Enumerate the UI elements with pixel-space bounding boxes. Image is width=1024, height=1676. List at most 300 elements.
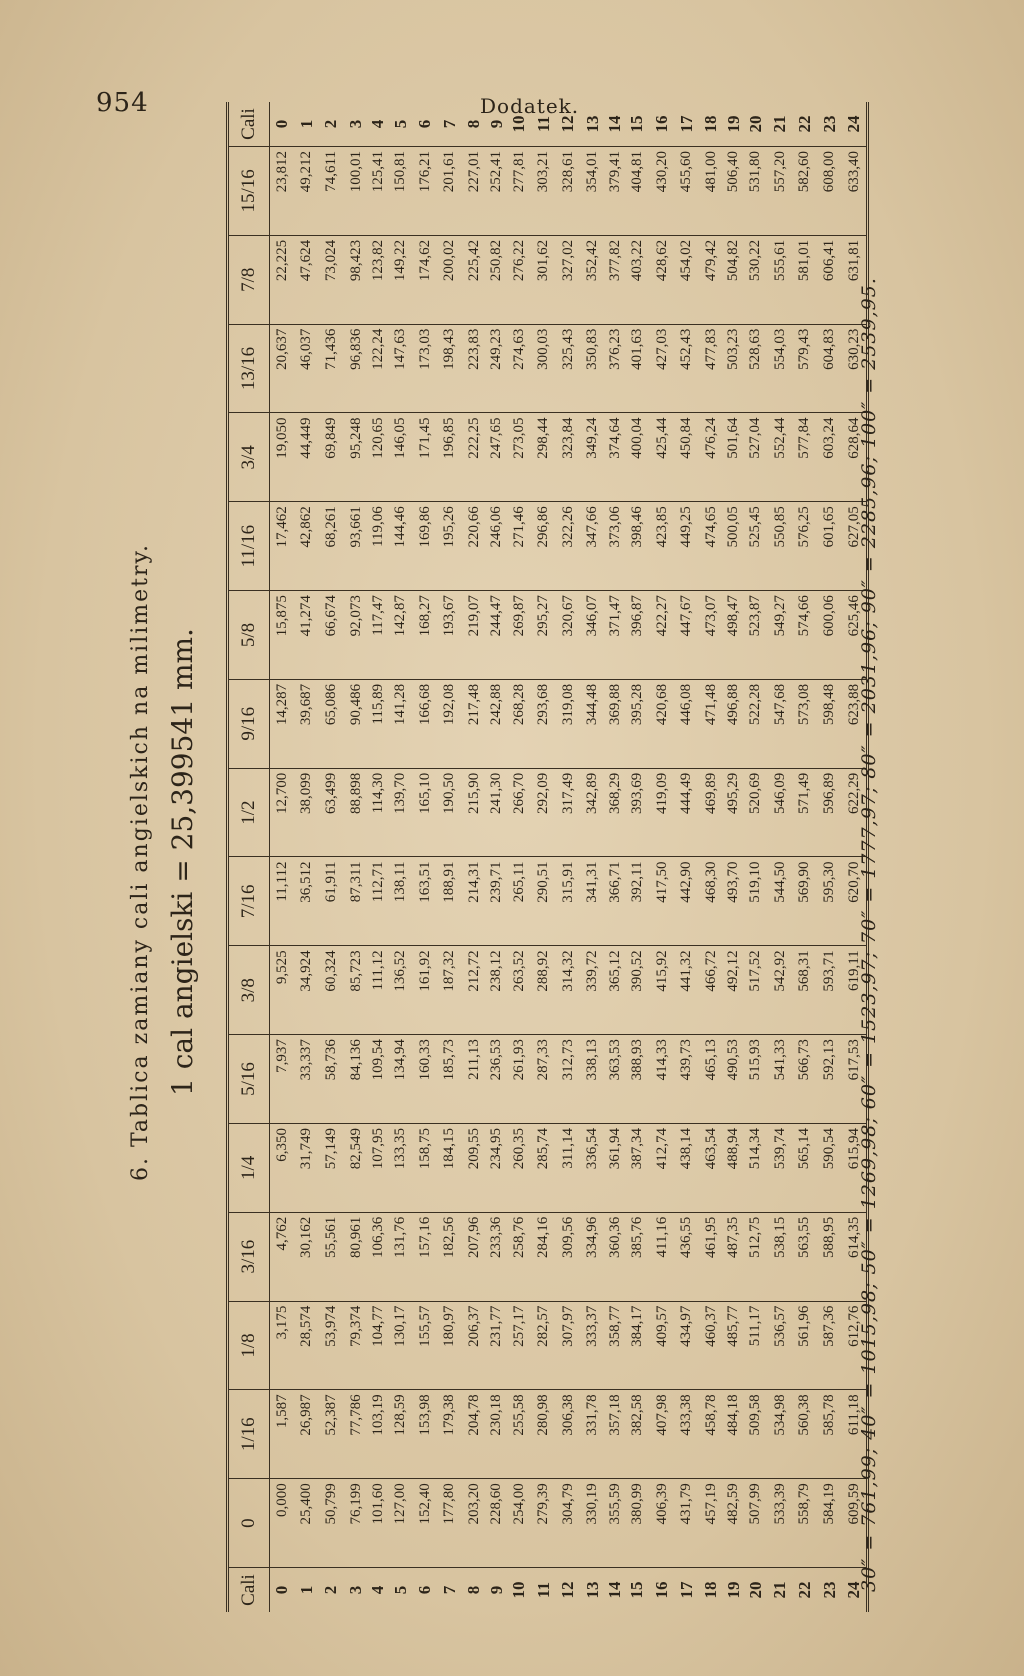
- row-inch-label: 5: [390, 1585, 410, 1595]
- table-cell: 425,44: [650, 413, 675, 502]
- table-cell: 65,086: [319, 679, 344, 768]
- table-cell: 180,97: [438, 1301, 463, 1390]
- table-cell: 423,85: [650, 502, 675, 591]
- table-cell: 238,12: [487, 946, 507, 1035]
- table-cell: 225,42: [462, 235, 487, 324]
- table-cell: 19,050: [270, 413, 295, 502]
- table-cell: 615,94: [842, 1123, 868, 1212]
- table-cell: 38,099: [295, 768, 320, 857]
- table-cell: 58,736: [319, 1035, 344, 1124]
- table-cell: 520,69: [744, 768, 769, 857]
- table-cell: 244,47: [487, 591, 507, 680]
- table-cell: 541,33: [768, 1035, 793, 1124]
- table-cell: 169,86: [413, 502, 438, 591]
- table-cell: 34,924: [295, 946, 320, 1035]
- table-cell: 153,98: [413, 1390, 438, 1479]
- table-cell: 514,34: [744, 1123, 769, 1212]
- table-cell: 207,96: [462, 1212, 487, 1301]
- table-cell: 12,700: [270, 768, 295, 857]
- table-cell: 419,09: [650, 768, 675, 857]
- table-cell: 250,82: [487, 235, 507, 324]
- table-cell: 495,29: [724, 768, 744, 857]
- row-inch-label: 11: [533, 1581, 553, 1599]
- table-cell: 295,27: [531, 591, 556, 680]
- table-cell: 365,12: [605, 946, 625, 1035]
- table-cell: 84,136: [344, 1035, 369, 1124]
- table-cell: 371,47: [605, 591, 625, 680]
- table-cell: 454,02: [674, 235, 699, 324]
- table-cell: 177,80: [438, 1479, 463, 1568]
- table-cell: 398,46: [625, 502, 650, 591]
- table-cell: 361,94: [605, 1123, 625, 1212]
- row-inch-label: 4: [368, 102, 388, 147]
- table-row: [368, 102, 388, 1612]
- table-cell: 336,54: [581, 1123, 606, 1212]
- table-cell: 560,38: [793, 1390, 818, 1479]
- header-cali: Cali: [228, 1568, 270, 1613]
- row-inch-label: 9: [487, 102, 507, 147]
- table-cell: 160,33: [413, 1035, 438, 1124]
- table-cell: 554,03: [768, 324, 793, 413]
- table-cell: 593,71: [817, 946, 842, 1035]
- table-cell: 212,72: [462, 946, 487, 1035]
- table-cell: 96,836: [344, 324, 369, 413]
- table-cell: 339,72: [581, 946, 606, 1035]
- header-fraction: 3/4: [228, 413, 270, 502]
- table-cell: 242,88: [487, 679, 507, 768]
- table-cell: 601,65: [817, 502, 842, 591]
- table-body: [270, 102, 868, 1612]
- table-cell: 93,661: [344, 502, 369, 591]
- table-cell: 174,62: [413, 235, 438, 324]
- table-cell: 511,17: [744, 1301, 769, 1390]
- table-cell: 204,78: [462, 1390, 487, 1479]
- table-row: [270, 102, 295, 1612]
- table-cell: 263,52: [507, 946, 532, 1035]
- table-cell: 22,225: [270, 235, 295, 324]
- table-cell: 539,74: [768, 1123, 793, 1212]
- table-cell: 482,59: [724, 1479, 744, 1568]
- table-cell: 611,18: [842, 1390, 868, 1479]
- table-cell: 576,25: [793, 502, 818, 591]
- table-cell: 73,024: [319, 235, 344, 324]
- table-cell: 80,961: [344, 1212, 369, 1301]
- row-inch-label: 24: [842, 1568, 868, 1613]
- table-cell: 25,400: [295, 1479, 320, 1568]
- table-cell: 92,073: [344, 591, 369, 680]
- table-cell: 442,90: [674, 857, 699, 946]
- table-cell: 577,84: [793, 413, 818, 502]
- table-cell: 163,51: [413, 857, 438, 946]
- table-cell: 387,34: [625, 1123, 650, 1212]
- table-cell: 122,24: [368, 324, 388, 413]
- table-cell: 276,22: [507, 235, 532, 324]
- table-cell: 600,06: [817, 591, 842, 680]
- table-cell: 195,26: [438, 502, 463, 591]
- table-cell: 569,90: [793, 857, 818, 946]
- table-cell: 550,85: [768, 502, 793, 591]
- table-cell: 112,71: [368, 857, 388, 946]
- table-cell: 373,06: [605, 502, 625, 591]
- row-inch-label: 2: [319, 102, 344, 147]
- table-cell: 595,30: [817, 857, 842, 946]
- table-cell: 303,21: [531, 147, 556, 236]
- table-cell: 509,58: [744, 1390, 769, 1479]
- table-cell: 561,96: [793, 1301, 818, 1390]
- table-cell: 460,37: [699, 1301, 724, 1390]
- table-cell: 53,974: [319, 1301, 344, 1390]
- table-cell: 66,674: [319, 591, 344, 680]
- table-cell: 47,624: [295, 235, 320, 324]
- row-inch-label: 16: [652, 1581, 672, 1599]
- row-inch-label: 4: [368, 1585, 388, 1595]
- table-cell: 485,77: [724, 1301, 744, 1390]
- table-cell: 265,11: [507, 857, 532, 946]
- table-cell: 582,60: [793, 147, 818, 236]
- header-fraction: 15/16: [228, 147, 270, 236]
- row-inch-label: 8: [464, 1585, 484, 1595]
- table-cell: 431,79: [674, 1479, 699, 1568]
- row-inch-label: 10: [509, 1581, 529, 1599]
- table-cell: 331,78: [581, 1390, 606, 1479]
- table-cell: 0,000: [270, 1479, 295, 1568]
- table-row: [487, 102, 507, 1612]
- table-row: [388, 102, 413, 1612]
- row-inch-label: 0: [272, 1585, 292, 1595]
- table-cell: 223,83: [462, 324, 487, 413]
- table-cell: 473,07: [699, 591, 724, 680]
- table-cell: 368,29: [605, 768, 625, 857]
- row-inch-label: 16: [650, 102, 675, 147]
- table-cell: 219,07: [462, 591, 487, 680]
- table-cell: 127,00: [388, 1479, 413, 1568]
- table-cell: 293,68: [531, 679, 556, 768]
- table-cell: 269,87: [507, 591, 532, 680]
- table-cell: 474,65: [699, 502, 724, 591]
- table-cell: 23,812: [270, 147, 295, 236]
- table-cell: 438,14: [674, 1123, 699, 1212]
- row-inch-label: 14: [605, 1581, 625, 1599]
- table-cell: 52,387: [319, 1390, 344, 1479]
- table-cell: 481,00: [699, 147, 724, 236]
- row-inch-label: 13: [582, 1581, 602, 1599]
- table-cell: 355,59: [605, 1479, 625, 1568]
- row-inch-label: 14: [605, 102, 625, 147]
- row-inch-label: 15: [627, 1581, 647, 1599]
- table-cell: 247,65: [487, 413, 507, 502]
- table-cell: 171,45: [413, 413, 438, 502]
- table-cell: 136,52: [388, 946, 413, 1035]
- table-cell: 604,83: [817, 324, 842, 413]
- table-cell: 203,20: [462, 1479, 487, 1568]
- row-inch-label: 20: [745, 1581, 765, 1599]
- table-cell: 449,25: [674, 502, 699, 591]
- table-cell: 500,05: [724, 502, 744, 591]
- table-cell: 463,54: [699, 1123, 724, 1212]
- header-fraction: 11/16: [228, 502, 270, 591]
- row-inch-label: 10: [507, 102, 532, 147]
- table-cell: 344,48: [581, 679, 606, 768]
- table-cell: 36,512: [295, 857, 320, 946]
- header-fraction: 5/8: [228, 591, 270, 680]
- table-cell: 417,50: [650, 857, 675, 946]
- table-cell: 68,261: [319, 502, 344, 591]
- table-cell: 469,89: [699, 768, 724, 857]
- table-cell: 311,14: [556, 1123, 581, 1212]
- table-cell: 306,38: [556, 1390, 581, 1479]
- table-cell: 304,79: [556, 1479, 581, 1568]
- table-cell: 622,29: [842, 768, 868, 857]
- header-fraction: 3/16: [228, 1212, 270, 1301]
- row-inch-label: 8: [462, 102, 487, 147]
- table-cell: 487,35: [724, 1212, 744, 1301]
- row-inch-label: 20: [744, 102, 769, 147]
- table-cell: 88,898: [344, 768, 369, 857]
- table-cell: 296,86: [531, 502, 556, 591]
- table-cell: 412,74: [650, 1123, 675, 1212]
- table-cell: 341,31: [581, 857, 606, 946]
- table-cell: 388,93: [625, 1035, 650, 1124]
- row-inch-label: 2: [321, 1585, 341, 1595]
- table-cell: 198,43: [438, 324, 463, 413]
- table-cell: 590,54: [817, 1123, 842, 1212]
- table-cell: 149,22: [388, 235, 413, 324]
- row-inch-label: 13: [581, 102, 606, 147]
- table-cell: 444,49: [674, 768, 699, 857]
- table-cell: 166,68: [413, 679, 438, 768]
- table-cell: 168,27: [413, 591, 438, 680]
- footnote-larger-values: 30″ = 761,99; 40″ = 1015,98; 50″ = 1269,98; 60″ = 1523,97; 70″ = 1777,97; 80″ = 2031,96; 90″ = 2285,96; 100″ = 2539,95.: [858, 277, 880, 1592]
- table-cell: 404,81: [625, 147, 650, 236]
- table-cell: 581,01: [793, 235, 818, 324]
- table-cell: 547,68: [768, 679, 793, 768]
- table-cell: 441,32: [674, 946, 699, 1035]
- table-row: [817, 102, 842, 1612]
- table-row: [319, 102, 344, 1612]
- table-cell: 619,11: [842, 946, 868, 1035]
- row-inch-label: 3: [344, 102, 369, 147]
- table-row: [768, 102, 793, 1612]
- table-cell: 620,70: [842, 857, 868, 946]
- table-row: [507, 102, 532, 1612]
- table-cell: 461,95: [699, 1212, 724, 1301]
- table-cell: 533,39: [768, 1479, 793, 1568]
- table-cell: 60,324: [319, 946, 344, 1035]
- table-cell: 230,18: [487, 1390, 507, 1479]
- table-cell: 222,25: [462, 413, 487, 502]
- table-cell: 87,311: [344, 857, 369, 946]
- table-cell: 231,77: [487, 1301, 507, 1390]
- table-cell: 325,43: [556, 324, 581, 413]
- table-cell: 314,32: [556, 946, 581, 1035]
- table-cell: 396,87: [625, 591, 650, 680]
- table-cell: 173,03: [413, 324, 438, 413]
- table-cell: 587,36: [817, 1301, 842, 1390]
- table-cell: 428,62: [650, 235, 675, 324]
- table-row: [625, 102, 650, 1612]
- table-cell: 496,88: [724, 679, 744, 768]
- table-cell: 312,73: [556, 1035, 581, 1124]
- table-cell: 327,02: [556, 235, 581, 324]
- table-cell: 82,549: [344, 1123, 369, 1212]
- table-cell: 233,36: [487, 1212, 507, 1301]
- row-inch-label: 0: [270, 102, 295, 147]
- table-cell: 9,525: [270, 946, 295, 1035]
- table-cell: 552,44: [768, 413, 793, 502]
- table-cell: 138,11: [388, 857, 413, 946]
- table-cell: 188,91: [438, 857, 463, 946]
- table-cell: 260,35: [507, 1123, 532, 1212]
- table-row: [438, 102, 463, 1612]
- table-cell: 57,149: [319, 1123, 344, 1212]
- table-row: [699, 102, 724, 1612]
- table-cell: 69,849: [319, 413, 344, 502]
- table-cell: 274,63: [507, 324, 532, 413]
- table-cell: 350,83: [581, 324, 606, 413]
- header-cali: Cali: [228, 102, 270, 147]
- table-cell: 279,39: [531, 1479, 556, 1568]
- table-cell: 77,786: [344, 1390, 369, 1479]
- table-cell: 307,97: [556, 1301, 581, 1390]
- table-cell: 41,274: [295, 591, 320, 680]
- section-title: 6. Tablica zamiany cali angielskich na milimetry.: [128, 542, 153, 1182]
- table-cell: 201,61: [438, 147, 463, 236]
- table-cell: 538,15: [768, 1212, 793, 1301]
- header-fraction: 0: [228, 1479, 270, 1568]
- table-cell: 568,31: [793, 946, 818, 1035]
- table-cell: 15,875: [270, 591, 295, 680]
- table-cell: 157,16: [413, 1212, 438, 1301]
- row-inch-label: 19: [724, 102, 744, 147]
- table-cell: 261,93: [507, 1035, 532, 1124]
- table-cell: 155,57: [413, 1301, 438, 1390]
- table-row: [744, 102, 769, 1612]
- table-cell: 184,15: [438, 1123, 463, 1212]
- table-cell: 566,73: [793, 1035, 818, 1124]
- table-cell: 415,92: [650, 946, 675, 1035]
- table-cell: 498,47: [724, 591, 744, 680]
- table-cell: 633,40: [842, 147, 868, 236]
- header-fraction: 1/8: [228, 1301, 270, 1390]
- table-cell: 452,43: [674, 324, 699, 413]
- table-cell: 90,486: [344, 679, 369, 768]
- table-cell: 179,38: [438, 1390, 463, 1479]
- table-cell: 382,58: [625, 1390, 650, 1479]
- table-cell: 254,00: [507, 1479, 532, 1568]
- table-cell: 608,00: [817, 147, 842, 236]
- table-cell: 317,49: [556, 768, 581, 857]
- row-inch-label: 9: [486, 1585, 506, 1595]
- table-cell: 446,08: [674, 679, 699, 768]
- table-cell: 439,73: [674, 1035, 699, 1124]
- table-row: [344, 102, 369, 1612]
- table-cell: 523,87: [744, 591, 769, 680]
- table-cell: 407,98: [650, 1390, 675, 1479]
- table-cell: 249,23: [487, 324, 507, 413]
- table-cell: 266,70: [507, 768, 532, 857]
- table-cell: 544,50: [768, 857, 793, 946]
- table-cell: 290,51: [531, 857, 556, 946]
- table-cell: 406,39: [650, 1479, 675, 1568]
- table-cell: 74,611: [319, 147, 344, 236]
- table-cell: 374,64: [605, 413, 625, 502]
- table-cell: 228,60: [487, 1479, 507, 1568]
- row-inch-label: 1: [296, 1585, 316, 1595]
- table-cell: 531,80: [744, 147, 769, 236]
- table-cell: 330,19: [581, 1479, 606, 1568]
- table-cell: 117,47: [368, 591, 388, 680]
- header-fraction: 5/16: [228, 1035, 270, 1124]
- table-row: [295, 102, 320, 1612]
- table-cell: 239,71: [487, 857, 507, 946]
- table-cell: 196,85: [438, 413, 463, 502]
- table-cell: 466,72: [699, 946, 724, 1035]
- row-inch-label: 6: [413, 102, 438, 147]
- table-cell: 85,723: [344, 946, 369, 1035]
- table-cell: 139,70: [388, 768, 413, 857]
- table-cell: 309,56: [556, 1212, 581, 1301]
- row-inch-label: 11: [531, 102, 556, 147]
- table-cell: 277,81: [507, 147, 532, 236]
- table-cell: 384,17: [625, 1301, 650, 1390]
- table-cell: 377,82: [605, 235, 625, 324]
- table-cell: 4,762: [270, 1212, 295, 1301]
- inch-to-mm-table: [226, 102, 869, 1612]
- table-cell: 114,30: [368, 768, 388, 857]
- header-fraction: 3/8: [228, 946, 270, 1035]
- table-row: [724, 102, 744, 1612]
- table-cell: 512,75: [744, 1212, 769, 1301]
- table-cell: 427,03: [650, 324, 675, 413]
- table-cell: 271,46: [507, 502, 532, 591]
- table-cell: 477,83: [699, 324, 724, 413]
- table-header-row: [228, 102, 270, 1612]
- table-cell: 49,212: [295, 147, 320, 236]
- table-cell: 146,05: [388, 413, 413, 502]
- table-cell: 530,22: [744, 235, 769, 324]
- row-inch-label: 15: [625, 102, 650, 147]
- table-cell: 436,55: [674, 1212, 699, 1301]
- table-cell: 563,55: [793, 1212, 818, 1301]
- table-cell: 430,20: [650, 147, 675, 236]
- table-cell: 465,13: [699, 1035, 724, 1124]
- table-cell: 573,08: [793, 679, 818, 768]
- row-inch-label: 5: [388, 102, 413, 147]
- row-inch-label: 21: [768, 102, 793, 147]
- row-inch-label: 23: [817, 102, 842, 147]
- table-cell: 206,37: [462, 1301, 487, 1390]
- table-cell: 30,162: [295, 1212, 320, 1301]
- row-inch-label: 6: [415, 1585, 435, 1595]
- table-cell: 282,57: [531, 1301, 556, 1390]
- table-cell: 182,56: [438, 1212, 463, 1301]
- table-cell: 565,14: [793, 1123, 818, 1212]
- table-cell: 447,67: [674, 591, 699, 680]
- table-cell: 144,46: [388, 502, 413, 591]
- table-cell: 555,61: [768, 235, 793, 324]
- row-inch-label: 19: [723, 1581, 743, 1599]
- table-cell: 574,66: [793, 591, 818, 680]
- table-cell: 79,374: [344, 1301, 369, 1390]
- table-row: [581, 102, 606, 1612]
- table-cell: 63,499: [319, 768, 344, 857]
- table-cell: 334,96: [581, 1212, 606, 1301]
- table-cell: 598,48: [817, 679, 842, 768]
- table-cell: 46,037: [295, 324, 320, 413]
- table-cell: 71,436: [319, 324, 344, 413]
- table-cell: 284,16: [531, 1212, 556, 1301]
- table-cell: 401,63: [625, 324, 650, 413]
